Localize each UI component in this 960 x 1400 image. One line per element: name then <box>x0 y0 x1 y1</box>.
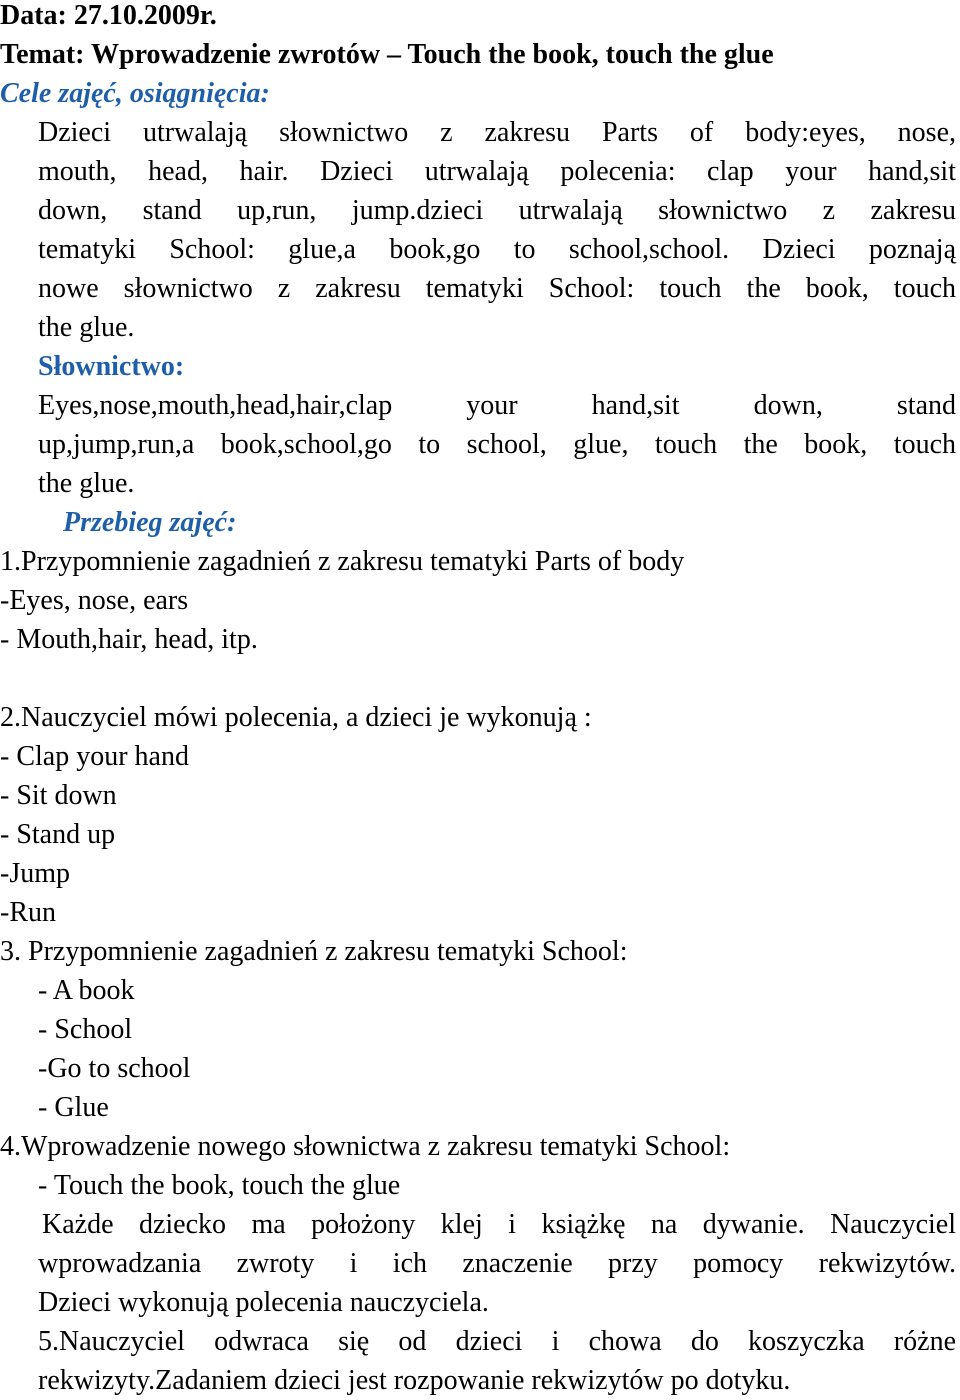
step-1-title: 1.Przypomnienie zagadnień z zakresu tematyki Parts of body <box>0 546 685 577</box>
step-4 <box>0 1127 960 1322</box>
list-item: - Sit down <box>0 780 117 811</box>
vocabulary-line: up,jump,run,a book,school,go to school, glue, touch the book, touch <box>38 429 956 460</box>
goals-line: mouth, head, hair. Dzieci utrwalają polecenia: clap your hand,sit <box>38 156 956 187</box>
step-1 <box>0 542 960 659</box>
step-5-line: rekwizyty.Zadaniem dzieci jest rozpowanie rekwizytów po dotyku. <box>38 1365 791 1396</box>
vocabulary-line: the glue. <box>38 468 135 499</box>
step-5 <box>0 1322 960 1400</box>
list-item: -Eyes, nose, ears <box>0 585 189 616</box>
list-item: - School <box>38 1014 133 1045</box>
vocabulary-paragraph <box>0 386 960 503</box>
topic-line: Temat: Wprowadzenie zwrotów – Touch the book, touch the glue <box>0 39 774 70</box>
step-4-paragraph-line: wprowadzania zwroty i ich znaczenie przy pomocy rekwizytów. <box>38 1248 956 1279</box>
vocabulary-line: Eyes,nose,mouth,head,hair,clap your hand,sit down, stand <box>38 390 956 421</box>
list-item: - Clap your hand <box>0 741 189 772</box>
goals-line: tematyki School: glue,a book,go to school,school. Dzieci poznają <box>38 234 956 265</box>
course-heading: Przebieg zajęć: <box>63 507 237 538</box>
step-5-line: 5.Nauczyciel odwraca się od dzieci i chowa do koszyczka różne <box>38 1326 956 1357</box>
step-4-title: 4.Wprowadzenie nowego słownictwa z zakresu tematyki School: <box>0 1131 731 1162</box>
goals-line: nowe słownictwo z zakresu tematyki School: touch the book, touch <box>38 273 956 304</box>
goals-line: Dzieci utrwalają słownictwo z zakresu Parts of body:eyes, nose, <box>38 117 956 148</box>
list-item: - Stand up <box>0 819 116 850</box>
goals-line: the glue. <box>38 312 135 343</box>
list-item: - Glue <box>38 1092 109 1123</box>
list-item: -Jump <box>0 858 70 889</box>
step-3-title: 3. Przypomnienie zagadnień z zakresu tematyki School: <box>0 936 628 967</box>
step-2-title: 2.Nauczyciel mówi polecenia, a dzieci je wykonują : <box>0 702 592 733</box>
goals-paragraph <box>0 113 960 347</box>
list-item: - Touch the book, touch the glue <box>38 1170 401 1201</box>
list-item: - Mouth,hair, head, itp. <box>0 624 258 655</box>
step-4-paragraph-line: Każde dziecko ma położony klej i książkę na dywanie. Nauczyciel <box>42 1209 956 1240</box>
vocabulary-heading: Słownictwo: <box>38 351 185 382</box>
list-item: -Run <box>0 897 56 928</box>
goals-line: down, stand up,run, jump.dzieci utrwalają słownictwo z zakresu <box>38 195 956 226</box>
step-2 <box>0 698 960 932</box>
date-line: Data: 27.10.2009r. <box>0 0 217 31</box>
goals-heading: Cele zajęć, osiągnięcia: <box>0 78 270 109</box>
blank-line <box>0 659 960 698</box>
step-4-paragraph-line: Dzieci wykonują polecenia nauczyciela. <box>38 1287 489 1318</box>
list-item: - A book <box>38 975 135 1006</box>
step-3 <box>0 932 960 1127</box>
list-item: -Go to school <box>38 1053 191 1084</box>
